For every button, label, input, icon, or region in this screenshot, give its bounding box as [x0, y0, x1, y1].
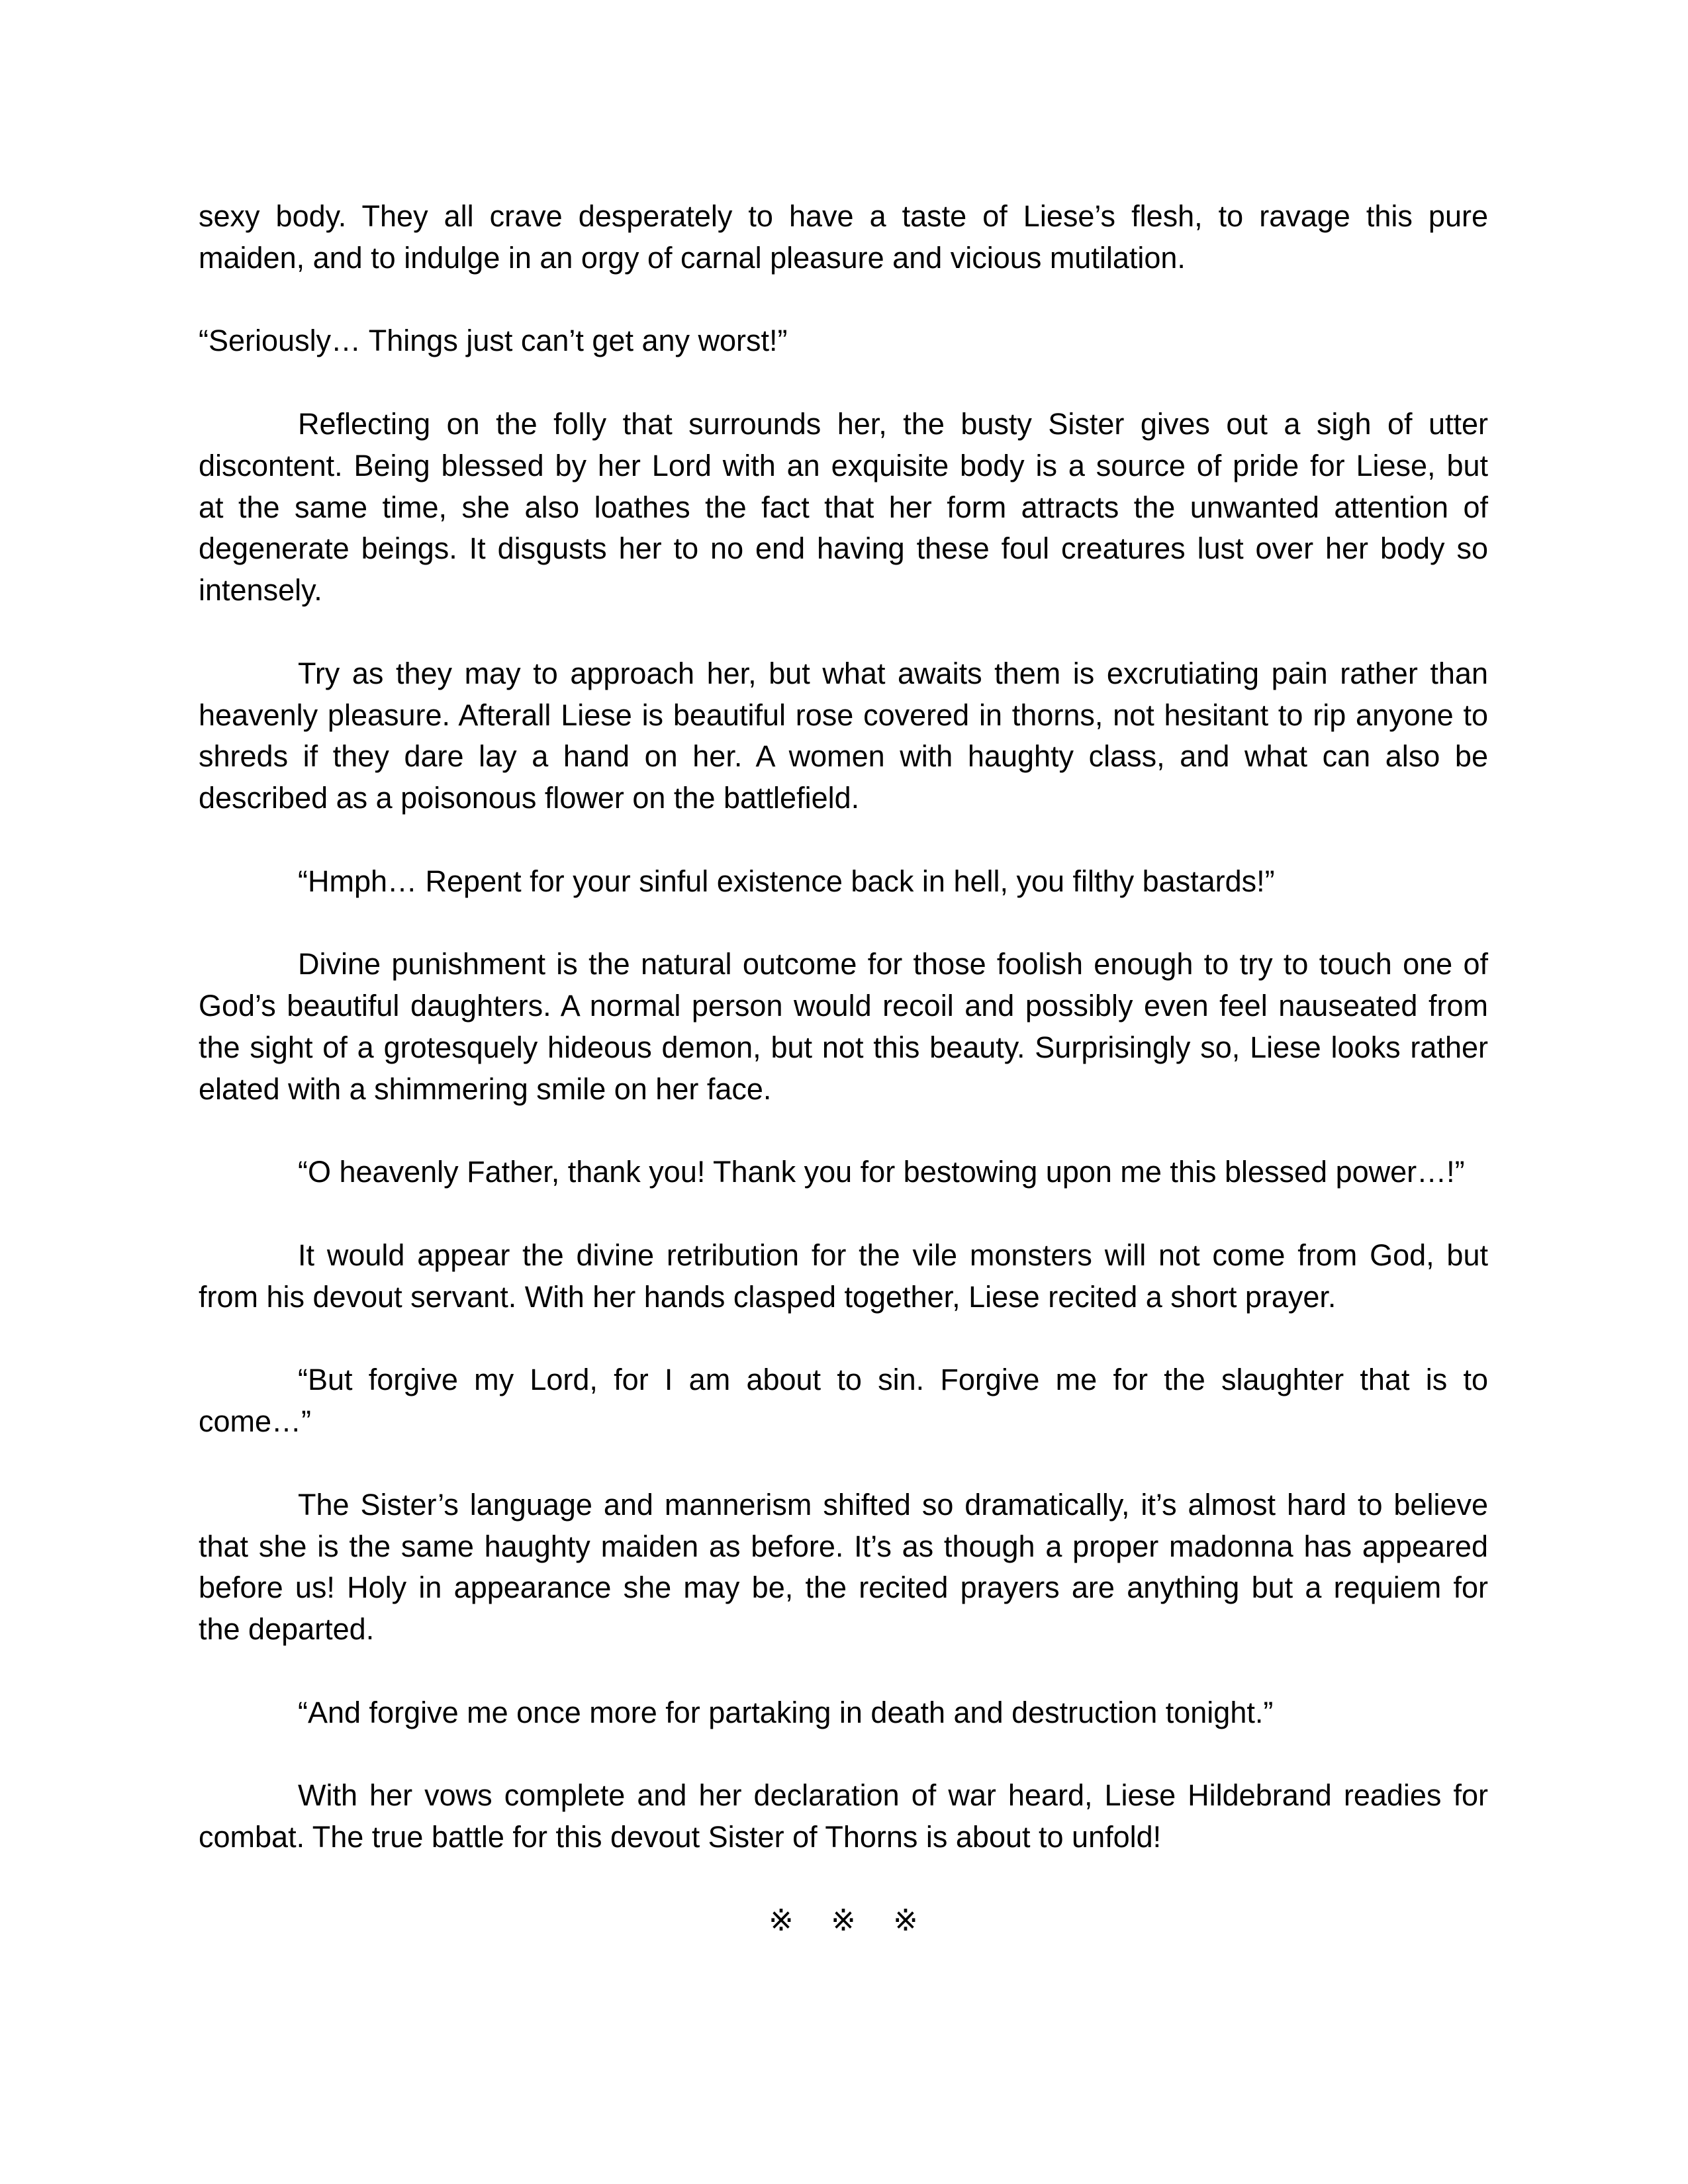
text-line: With her vows complete and her declaration of war heard, Liese Hildebrand readies for: [298, 1778, 1488, 1813]
text-line: ※ ※ ※: [769, 1902, 918, 1938]
text-line: the departed.: [199, 1612, 375, 1647]
text-line: degenerate beings. It disgusts her to no end having these foul creatures lust over her body so: [199, 531, 1488, 566]
paragraph-try-as-they-may: [199, 653, 1488, 819]
text-line: that she is the same haughty maiden as before. It’s as though a proper madonna has appeared: [199, 1529, 1488, 1563]
text-line: “And forgive me once more for partaking in death and destruction tonight.”: [298, 1695, 1274, 1729]
text-line: at the same time, she also loathes the fact that her form attracts the unwanted attention of: [199, 490, 1488, 524]
text-line: the sight of a grotesquely hideous demon, but not this beauty. Surprisingly so, Liese looks rather: [199, 1030, 1488, 1064]
dialogue-heavenly-father: [199, 1152, 1488, 1193]
dialogue-and-forgive: [199, 1692, 1488, 1734]
dialogue-hmph: [199, 861, 1488, 903]
text-line: Reflecting on the folly that surrounds her, the busty Sister gives out a sigh of utter: [298, 406, 1488, 441]
dialogue-seriously: [199, 320, 1488, 362]
text-line: “Seriously… Things just can’t get any worst!”: [199, 324, 788, 358]
text-line: described as a poisonous flower on the battlefield.: [199, 781, 860, 815]
text-line: “But forgive my Lord, for I am about to sin. Forgive me for the slaughter that is to: [298, 1363, 1488, 1397]
text-line: come…”: [199, 1404, 312, 1439]
text-line: shreds if they dare lay a hand on her. A women with haughty class, and what can also be: [199, 739, 1488, 774]
text-line: discontent. Being blessed by her Lord with an exquisite body is a source of pride for Liese, but: [199, 448, 1488, 482]
text-line: God’s beautiful daughters. A normal person would recoil and possibly even feel nauseated from: [199, 989, 1488, 1023]
text-line: “O heavenly Father, thank you! Thank you for bestowing upon me this blessed power…!”: [298, 1155, 1465, 1189]
paragraph-vows-complete: [199, 1775, 1488, 1858]
dialogue-but-forgive: [199, 1359, 1488, 1443]
paragraph-sisters-language: [199, 1484, 1488, 1651]
text-line: Divine punishment is the natural outcome for those foolish enough to try to touch one of: [298, 947, 1488, 981]
text-line: It would appear the divine retribution for the vile monsters will not come from God, but: [298, 1238, 1488, 1272]
text-line: “Hmph… Repent for your sinful existence back in hell, you filthy bastards!”: [298, 864, 1275, 898]
text-line: Try as they may to approach her, but what awaits them is excrutiating pain rather than: [298, 656, 1488, 690]
text-line: from his devout servant. With her hands clasped together, Liese recited a short prayer.: [199, 1279, 1336, 1314]
document-body: [199, 196, 1488, 1983]
text-line: combat. The true battle for this devout Sister of Thorns is about to unfold!: [199, 1820, 1162, 1854]
text-line: The Sister’s language and mannerism shifted so dramatically, it’s almost hard to believe: [298, 1487, 1488, 1522]
text-line: intensely.: [199, 573, 322, 608]
scene-break: [199, 1900, 1488, 1942]
text-line: sexy body. They all crave desperately to have a taste of Liese’s flesh, to ravage this pure: [199, 199, 1488, 233]
text-line: before us! Holy in appearance she may be, the recited prayers are anything but a requiem for: [199, 1570, 1488, 1605]
text-line: maiden, and to indulge in an orgy of carnal pleasure and vicious mutilation.: [199, 240, 1186, 275]
paragraph-divine-punishment: [199, 944, 1488, 1110]
paragraph-reflecting: [199, 404, 1488, 612]
text-line: heavenly pleasure. Afterall Liese is beautiful rose covered in thorns, not hesitant to rip anyone to: [199, 698, 1488, 732]
paragraph-continuation: [199, 196, 1488, 279]
text-line: elated with a shimmering smile on her face.: [199, 1071, 772, 1106]
paragraph-divine-retribution: [199, 1235, 1488, 1318]
